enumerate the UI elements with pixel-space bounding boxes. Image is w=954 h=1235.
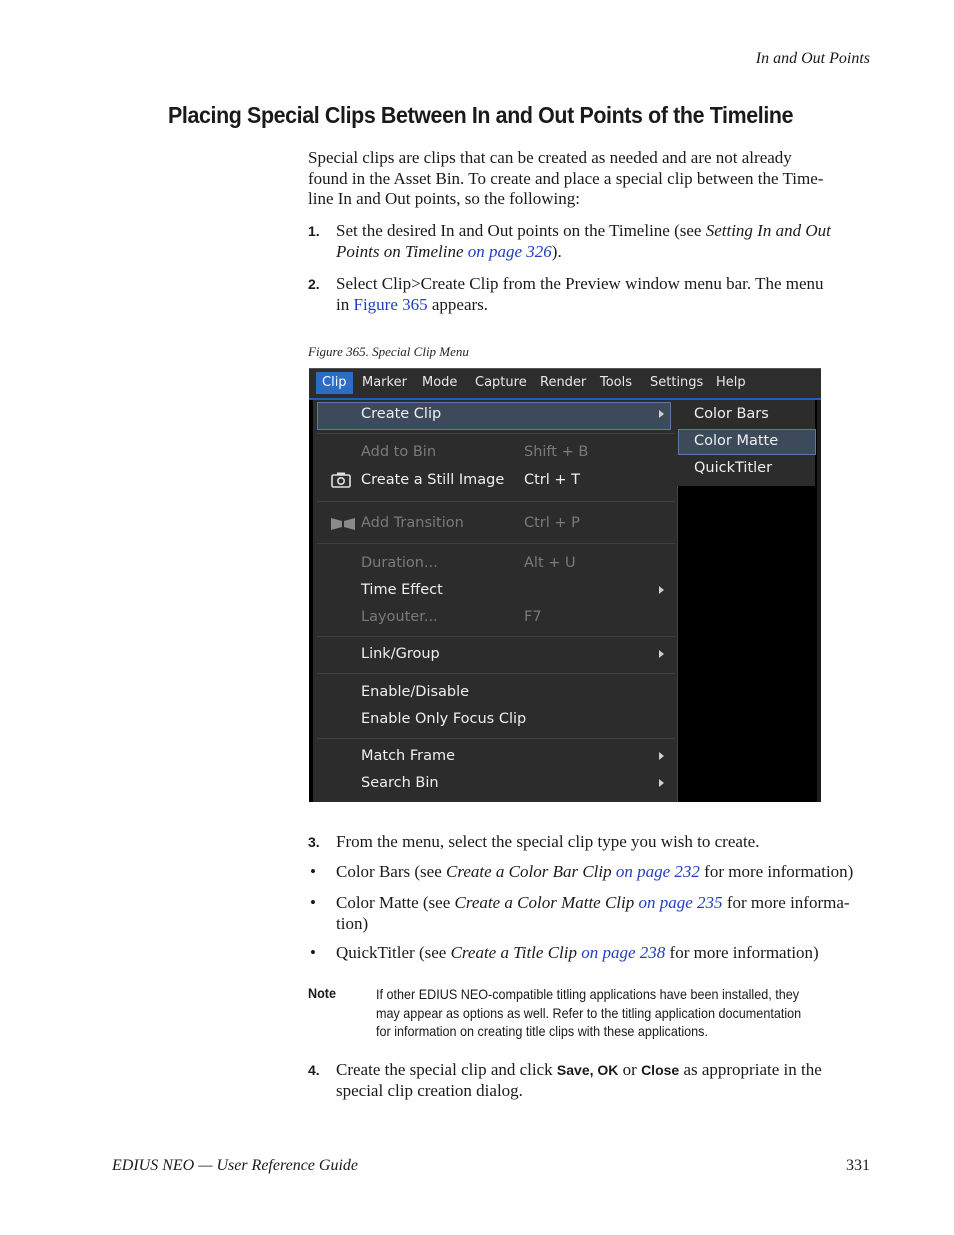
intro-line: found in the Asset Bin. To create and place a special clip between the Time- xyxy=(308,168,824,188)
menu-separator xyxy=(317,433,675,434)
bullet-icon: • xyxy=(310,893,316,912)
menu-settings[interactable]: Settings xyxy=(650,375,704,390)
bullet-text-part: for more information) xyxy=(699,862,854,881)
cross-ref: Setting In and Out xyxy=(705,221,831,240)
create-clip-submenu xyxy=(676,400,815,486)
step-number: 4. xyxy=(308,1062,320,1078)
submenu-arrow-icon xyxy=(659,752,664,760)
submenu-arrow-icon xyxy=(659,586,664,594)
bullet-text xyxy=(336,862,873,883)
submenu-item-color-matte[interactable]: Color Matte xyxy=(694,433,779,449)
menu-help[interactable]: Help xyxy=(716,375,746,390)
menu-tools[interactable]: Tools xyxy=(600,375,633,390)
page-link[interactable]: on page 235 xyxy=(638,893,723,912)
step-number: 1. xyxy=(308,223,320,239)
menu-item-add-transition: Add Transition xyxy=(361,515,464,531)
shortcut: Ctrl + T xyxy=(524,472,581,488)
step-4 xyxy=(308,1060,873,1102)
step-text-part: Set the desired In and Out points on the Timeline (see xyxy=(336,221,706,240)
menu-mode[interactable]: Mode xyxy=(422,375,458,390)
menu-item-link-group[interactable]: Link/Group xyxy=(361,646,440,662)
page-link[interactable]: on page 232 xyxy=(615,862,700,881)
note-line: for information on creating title clips with these applications. xyxy=(376,1023,708,1039)
menu-separator xyxy=(317,673,675,674)
menu-item-enable-only-focus-clip[interactable]: Enable Only Focus Clip xyxy=(361,711,527,727)
window-edge xyxy=(817,400,821,802)
step-text-part: as appropriate in the xyxy=(679,1060,822,1079)
cross-ref: Create a Title Clip xyxy=(450,943,577,962)
menu-item-create-clip[interactable]: Create Clip xyxy=(361,406,442,422)
menu-item-create-still-image[interactable]: Create a Still Image xyxy=(361,472,505,488)
page-link[interactable]: on page 238 xyxy=(581,943,666,962)
bullet-icon: • xyxy=(310,862,316,881)
camera-icon xyxy=(331,472,351,492)
bullet-text-part: Color Bars (see xyxy=(336,862,447,881)
bullet-icon: • xyxy=(310,943,316,962)
step-text xyxy=(336,1060,873,1101)
menu-bar xyxy=(309,368,821,399)
menu-clip[interactable]: Clip xyxy=(316,372,353,394)
intro-line: line In and Out points, so the following: xyxy=(308,189,580,208)
step-text-part: or xyxy=(618,1060,642,1079)
ui-label-close: Close xyxy=(641,1062,680,1078)
submenu-item-quicktitler[interactable]: QuickTitler xyxy=(694,460,773,476)
bullet-text-part: Color Matte (see xyxy=(336,893,455,912)
bullet-item xyxy=(308,943,873,965)
transition-icon xyxy=(331,515,355,534)
shortcut: F7 xyxy=(524,609,542,625)
shortcut: Shift + B xyxy=(524,444,589,460)
submenu-item-color-bars[interactable]: Color Bars xyxy=(694,406,769,422)
note-line: If other EDIUS NEO-compatible titling applications have been installed, they xyxy=(376,986,800,1002)
menu-item-time-effect[interactable]: Time Effect xyxy=(361,582,443,598)
footer-title: EDIUS NEO — User Reference Guide xyxy=(112,1157,359,1174)
page-title: Placing Special Clips Between In and Out Points of the Timeline xyxy=(168,102,794,128)
cross-ref: Create a Color Matte Clip xyxy=(454,893,635,912)
bullet-text xyxy=(336,943,873,964)
intro-paragraph xyxy=(308,148,873,210)
menu-separator xyxy=(317,636,675,637)
bullet-text-part: for more information) xyxy=(665,943,819,962)
bullet-item xyxy=(308,862,873,884)
page-link[interactable]: on page 326 xyxy=(467,241,552,261)
ui-label-save-ok: Save, OK xyxy=(556,1062,619,1078)
menu-marker[interactable]: Marker xyxy=(362,375,407,390)
bullet-item xyxy=(308,893,873,935)
page-number: 331 xyxy=(846,1157,870,1174)
submenu-arrow-icon xyxy=(659,779,664,787)
step-text xyxy=(336,274,873,315)
shortcut: Alt + U xyxy=(524,555,576,571)
bullet-text-part: for more informa- xyxy=(722,893,850,912)
step-text-part: appears. xyxy=(427,294,489,314)
bullet-text-part: tion) xyxy=(336,913,369,933)
cross-ref: Points on Timeline xyxy=(336,241,464,261)
note-label: Note xyxy=(308,985,337,1001)
menu-item-add-to-bin: Add to Bin xyxy=(361,444,437,460)
menu-item-match-frame[interactable]: Match Frame xyxy=(361,748,456,764)
step-number: 3. xyxy=(308,834,320,850)
note-line: may appear as options as well. Refer to the titling application documentation xyxy=(376,1004,802,1021)
cross-ref: Create a Color Bar Clip xyxy=(446,862,612,881)
menu-render[interactable]: Render xyxy=(540,375,587,390)
submenu-arrow-icon xyxy=(659,650,664,658)
menu-item-layouter: Layouter... xyxy=(361,609,438,625)
step-text xyxy=(336,221,873,262)
menu-screenshot xyxy=(309,368,821,802)
step-text-part: ). xyxy=(551,241,562,261)
bullet-text-part: QuickTitler (see xyxy=(336,943,451,962)
menu-item-enable-disable[interactable]: Enable/Disable xyxy=(361,684,470,700)
clip-dropdown-menu xyxy=(313,400,678,802)
menu-item-search-bin[interactable]: Search Bin xyxy=(361,775,439,791)
shortcut: Ctrl + P xyxy=(524,515,580,531)
step-3 xyxy=(308,832,873,854)
figure-link[interactable]: Figure 365 xyxy=(353,294,428,314)
submenu-arrow-icon xyxy=(659,410,664,418)
menu-separator xyxy=(317,501,675,502)
step-text-part: Select Clip>Create Clip from the Preview window menu bar. The menu xyxy=(336,274,824,293)
step-text-part: Create the special clip and click xyxy=(336,1060,557,1079)
menu-item-duration: Duration... xyxy=(361,555,438,571)
step-text: From the menu, select the special clip type you wish to create. xyxy=(336,832,760,851)
step-number: 2. xyxy=(308,276,320,292)
step-text-part: special clip creation dialog. xyxy=(336,1080,523,1100)
running-header: In and Out Points xyxy=(755,50,870,67)
step-2 xyxy=(308,274,873,316)
step-text-part: in xyxy=(336,294,354,314)
bullet-text xyxy=(336,893,873,934)
step-1 xyxy=(308,221,873,263)
menu-separator xyxy=(317,738,675,739)
note-text xyxy=(376,985,858,1041)
menu-separator xyxy=(317,543,675,544)
figure-caption: Figure 365. Special Clip Menu xyxy=(308,344,469,359)
intro-line: Special clips are clips that can be created as needed and are not already xyxy=(308,148,792,167)
menu-capture[interactable]: Capture xyxy=(475,375,527,390)
